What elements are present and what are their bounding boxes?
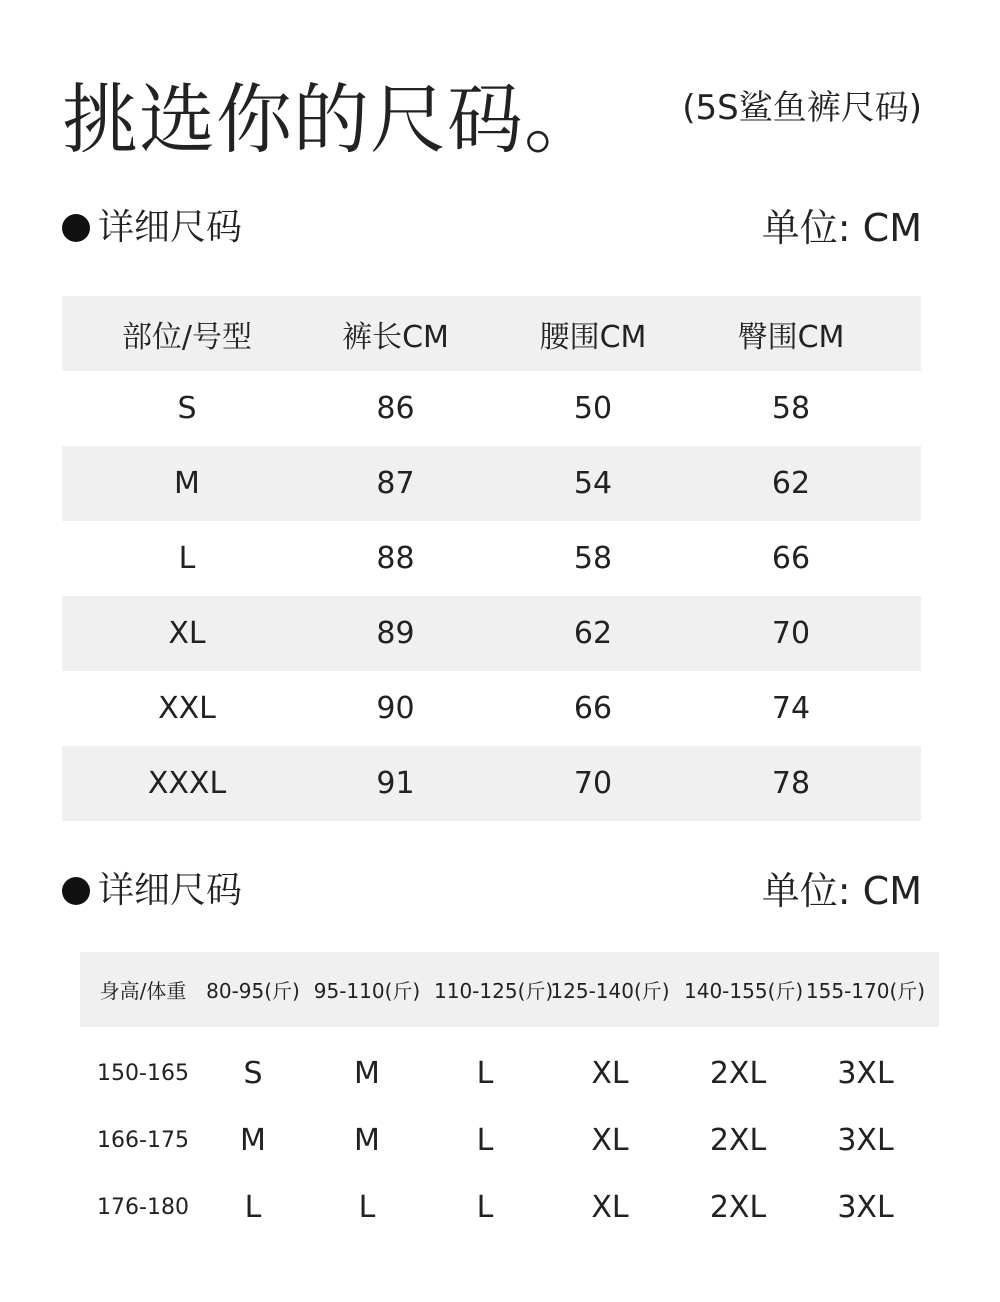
bullet-icon	[62, 214, 90, 242]
table-cell: S	[243, 1056, 263, 1091]
table-cell: L	[178, 541, 196, 576]
table-cell: 50	[573, 391, 613, 426]
page-subtitle: (5S鲨鱼裤尺码)	[682, 88, 922, 128]
table-cell: 2XL	[709, 1190, 767, 1225]
section-label: 详细尺码	[98, 207, 243, 248]
table-cell: 78	[771, 766, 811, 801]
table-cell: 3XL	[837, 1123, 894, 1158]
table-cell: XL	[168, 616, 206, 651]
table-cell: XL	[591, 1190, 629, 1225]
table-cell: 2XL	[709, 1056, 767, 1091]
header-cell: 臀围CM	[737, 319, 845, 355]
table-cell: 74	[771, 691, 811, 726]
table-cell: L	[476, 1190, 494, 1225]
table-row	[62, 446, 921, 521]
table-cell: 150-165	[97, 1061, 189, 1086]
table-cell: M	[354, 1056, 380, 1091]
table-row	[80, 1107, 939, 1174]
section-heading-size-detail	[62, 203, 242, 253]
header-cell: 110-125(斤)	[434, 979, 554, 1003]
table-cell: M	[240, 1123, 266, 1158]
table-cell: XL	[591, 1056, 629, 1091]
table-cell: 58	[771, 391, 811, 426]
bullet-icon	[62, 877, 90, 905]
table-cell: 91	[376, 766, 415, 801]
table-cell: 62	[771, 466, 811, 501]
table-cell: 88	[376, 541, 415, 576]
table-row	[62, 596, 921, 671]
unit-label: 单位: CM	[761, 869, 922, 913]
size-table	[62, 296, 921, 821]
table-cell: 66	[573, 691, 613, 726]
table-row	[62, 746, 921, 821]
table-cell: 166-175	[97, 1128, 189, 1153]
table-cell: 176-180	[97, 1195, 189, 1220]
table-cell: 3XL	[837, 1056, 894, 1091]
header-cell: 部位/号型	[121, 319, 253, 355]
table-cell: 66	[771, 541, 811, 576]
table-header-row	[62, 296, 921, 371]
fit-table-header	[80, 952, 939, 1027]
table-cell: XL	[591, 1123, 629, 1158]
table-cell: 54	[573, 466, 613, 501]
table-cell: S	[177, 391, 197, 426]
table-cell: 89	[376, 616, 415, 651]
table-cell: L	[244, 1190, 262, 1225]
header-cell: 140-155(斤)	[684, 979, 804, 1003]
table-cell: 87	[376, 466, 415, 501]
table-cell: 2XL	[709, 1123, 767, 1158]
table-row	[62, 371, 921, 446]
table-row	[80, 1040, 939, 1107]
header-cell: 身高/体重	[99, 979, 187, 1003]
table-cell: 58	[573, 541, 613, 576]
header-cell: 95-110(斤)	[313, 979, 421, 1003]
table-cell: L	[476, 1123, 494, 1158]
header-cell: 80-95(斤)	[206, 979, 300, 1003]
table-cell: 62	[573, 616, 613, 651]
header-cell: 125-140(斤)	[550, 979, 670, 1003]
unit-label: 单位: CM	[761, 206, 922, 250]
section-label: 详细尺码	[98, 870, 243, 911]
section-heading-fit-guide	[62, 866, 242, 916]
table-cell: 90	[376, 691, 415, 726]
header-cell: 155-170(斤)	[805, 979, 926, 1003]
table-cell: 3XL	[837, 1190, 894, 1225]
page-title: 挑选你的尺码。	[62, 75, 601, 164]
table-cell: M	[174, 466, 200, 501]
table-cell: 86	[376, 391, 415, 426]
table-cell: L	[358, 1190, 376, 1225]
table-row	[62, 521, 921, 596]
header-cell: 腰围CM	[539, 319, 647, 355]
table-cell: XXXL	[147, 766, 227, 801]
table-cell: M	[354, 1123, 380, 1158]
fit-table	[80, 1040, 939, 1241]
table-cell: 70	[771, 616, 811, 651]
header-cell: 裤长CM	[342, 319, 449, 355]
table-cell: L	[476, 1056, 494, 1091]
table-cell: 70	[573, 766, 613, 801]
table-row	[80, 1174, 939, 1241]
table-cell: XXL	[158, 691, 216, 726]
table-row	[62, 671, 921, 746]
